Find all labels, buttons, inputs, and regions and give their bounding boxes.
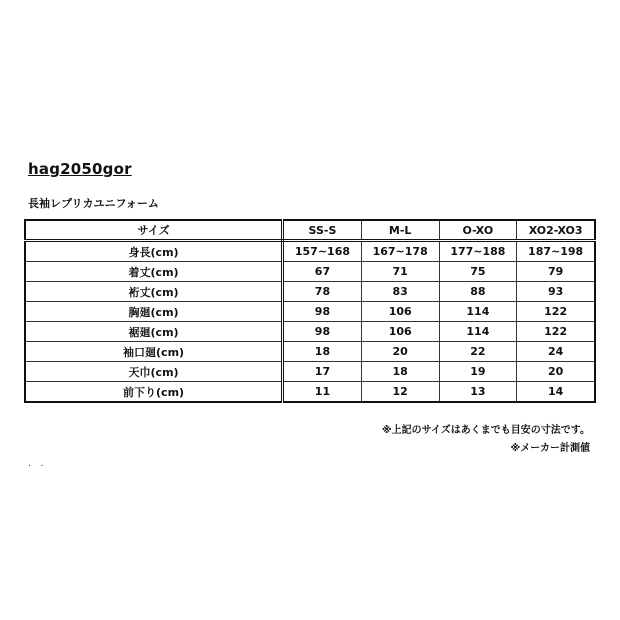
table-row [25, 362, 595, 382]
row-value: 98 [283, 302, 362, 322]
row-label: 前下り(cm) [25, 382, 283, 403]
row-value: 11 [283, 382, 362, 403]
row-value: 20 [361, 342, 439, 362]
row-value: 75 [439, 262, 517, 282]
product-name: 長袖レプリカユニフォーム [28, 197, 159, 210]
row-value: 122 [517, 302, 595, 322]
header-size: M-L [361, 220, 439, 241]
footer-marks: . . [28, 458, 47, 469]
row-value: 177~188 [439, 241, 517, 262]
size-table [24, 219, 596, 403]
row-value: 106 [361, 302, 439, 322]
row-value: 14 [517, 382, 595, 403]
row-value: 19 [439, 362, 517, 382]
row-label: 袖口廻(cm) [25, 342, 283, 362]
header-size: SS-S [283, 220, 362, 241]
table-row [25, 382, 595, 403]
header-size: O-XO [439, 220, 517, 241]
row-value: 13 [439, 382, 517, 403]
row-value: 24 [517, 342, 595, 362]
table-header-row [25, 220, 595, 241]
row-value: 187~198 [517, 241, 595, 262]
table-row [25, 322, 595, 342]
row-value: 79 [517, 262, 595, 282]
row-label: 天巾(cm) [25, 362, 283, 382]
row-value: 106 [361, 322, 439, 342]
row-label: 着丈(cm) [25, 262, 283, 282]
row-value: 20 [517, 362, 595, 382]
row-value: 17 [283, 362, 362, 382]
row-label: 胸廻(cm) [25, 302, 283, 322]
table-row [25, 342, 595, 362]
row-value: 83 [361, 282, 439, 302]
table-row [25, 302, 595, 322]
row-value: 78 [283, 282, 362, 302]
row-value: 167~178 [361, 241, 439, 262]
row-value: 93 [517, 282, 595, 302]
product-code: hag2050gor [28, 160, 132, 178]
row-value: 22 [439, 342, 517, 362]
row-value: 122 [517, 322, 595, 342]
size-disclaimer-note: ※上記のサイズはあくまでも目安の寸法です。 [381, 425, 590, 436]
row-value: 67 [283, 262, 362, 282]
header-size: XO2-XO3 [517, 220, 595, 241]
row-value: 71 [361, 262, 439, 282]
row-value: 18 [361, 362, 439, 382]
maker-measurement-note: ※メーカー計測値 [510, 443, 590, 454]
row-label: 身長(cm) [25, 241, 283, 262]
row-value: 157~168 [283, 241, 362, 262]
row-value: 88 [439, 282, 517, 302]
row-label: 裾廻(cm) [25, 322, 283, 342]
row-value: 18 [283, 342, 362, 362]
row-value: 12 [361, 382, 439, 403]
row-label: 裄丈(cm) [25, 282, 283, 302]
header-label: サイズ [25, 220, 283, 241]
table-row [25, 241, 595, 262]
table-row [25, 282, 595, 302]
row-value: 114 [439, 322, 517, 342]
row-value: 114 [439, 302, 517, 322]
table-row [25, 262, 595, 282]
row-value: 98 [283, 322, 362, 342]
